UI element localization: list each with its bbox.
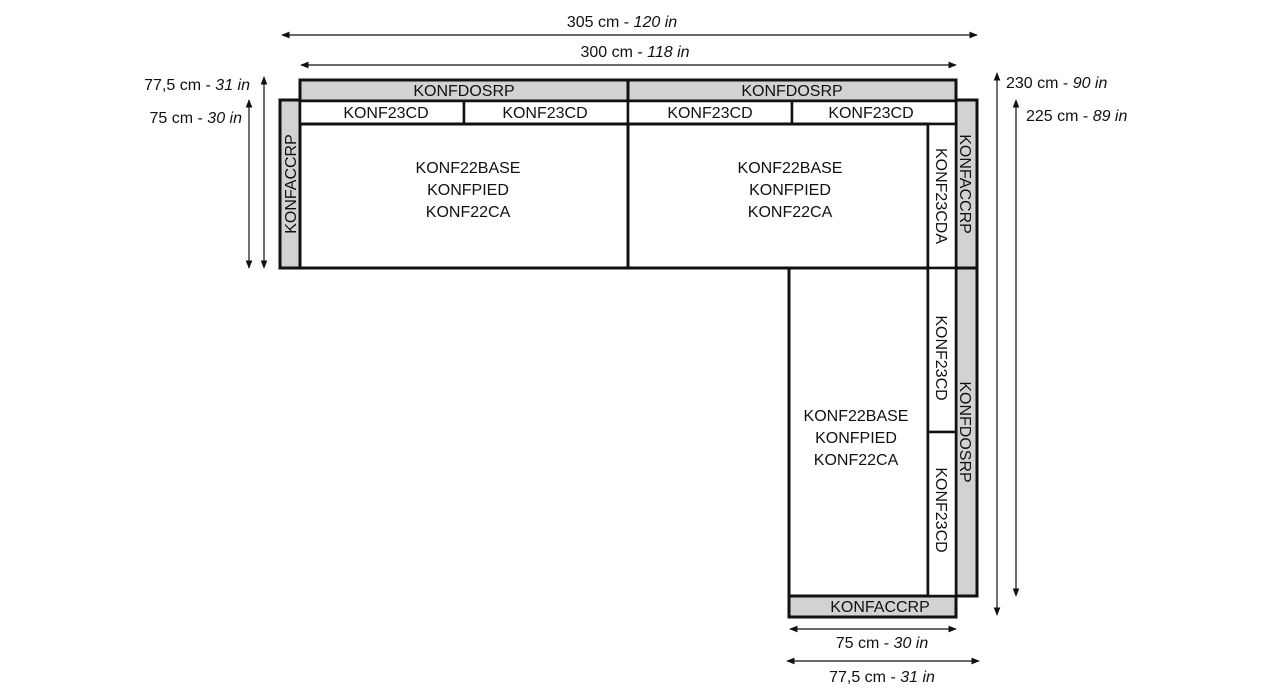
dimension-bottom-outer (787, 661, 979, 686)
seat-middle (628, 124, 928, 268)
svg-text:230 cm - 90 in: 230 cm - 90 in (1006, 75, 1108, 92)
armrest-left (280, 100, 300, 268)
dimension-left-outer (144, 77, 264, 268)
cushion-right-2 (928, 432, 956, 596)
backrest-top-right (628, 80, 956, 101)
cushion-top-3 (628, 101, 792, 124)
svg-text:KONFACCRP: KONFACCRP (283, 134, 300, 234)
svg-text:KONF23CD: KONF23CD (343, 105, 429, 122)
svg-text:KONFACCRP: KONFACCRP (956, 134, 973, 234)
svg-text:KONFPIED: KONFPIED (815, 430, 897, 447)
svg-text:KONF22BASE: KONF22BASE (415, 160, 521, 177)
svg-text:KONF22CA: KONF22CA (425, 204, 511, 221)
backrest-top-left (300, 80, 628, 101)
cushion-corner (928, 124, 956, 268)
svg-text:KONF23CD: KONF23CD (932, 315, 949, 401)
svg-text:KONF23CD: KONF23CD (667, 105, 753, 122)
svg-text:KONF23CD: KONF23CD (828, 105, 914, 122)
dimension-left-inner (150, 100, 250, 268)
svg-text:KONFDOSRP: KONFDOSRP (956, 381, 973, 483)
svg-text:77,5 cm - 31 in: 77,5 cm - 31 in (144, 77, 250, 94)
svg-text:300 cm - 118 in: 300 cm - 118 in (580, 44, 690, 61)
svg-text:KONF23CD: KONF23CD (932, 467, 949, 553)
svg-text:KONF22BASE: KONF22BASE (737, 160, 843, 177)
svg-text:KONF22BASE: KONF22BASE (803, 408, 909, 425)
svg-text:75 cm - 30 in: 75 cm - 30 in (149, 110, 242, 127)
dimension-bottom-inner (790, 629, 956, 652)
svg-text:77,5 cm - 31 in: 77,5 cm - 31 in (829, 669, 935, 686)
cushion-top-2 (464, 101, 628, 124)
armrest-bottom (789, 596, 956, 617)
backrest-right-lower (956, 268, 977, 596)
cushion-top-1 (300, 101, 464, 124)
dimension-top-inner (301, 44, 956, 65)
cushion-top-4 (792, 101, 956, 124)
svg-text:KONFPIED: KONFPIED (427, 182, 509, 199)
svg-text:KONF23CDA: KONF23CDA (932, 147, 949, 245)
svg-text:KONF22CA: KONF22CA (747, 204, 833, 221)
svg-text:KONFDOSRP: KONFDOSRP (741, 83, 843, 100)
armrest-right (956, 100, 977, 268)
svg-text:KONF23CD: KONF23CD (502, 105, 588, 122)
svg-text:KONF22CA: KONF22CA (813, 452, 899, 469)
svg-text:75 cm - 30 in: 75 cm - 30 in (835, 635, 929, 652)
svg-text:KONFACCRP: KONFACCRP (830, 599, 930, 616)
svg-text:KONFPIED: KONFPIED (749, 182, 831, 199)
dimension-right-outer (997, 73, 1107, 615)
cushion-right-1 (928, 268, 956, 432)
svg-text:KONFDOSRP: KONFDOSRP (413, 83, 515, 100)
seat-left (300, 124, 628, 268)
dimension-right-inner (1016, 100, 1127, 596)
svg-text:305 cm - 120 in: 305 cm - 120 in (566, 14, 678, 31)
dimension-top-outer (282, 14, 977, 35)
svg-text:225 cm - 89 in: 225 cm - 89 in (1026, 108, 1128, 125)
seat-bottom (789, 268, 928, 596)
